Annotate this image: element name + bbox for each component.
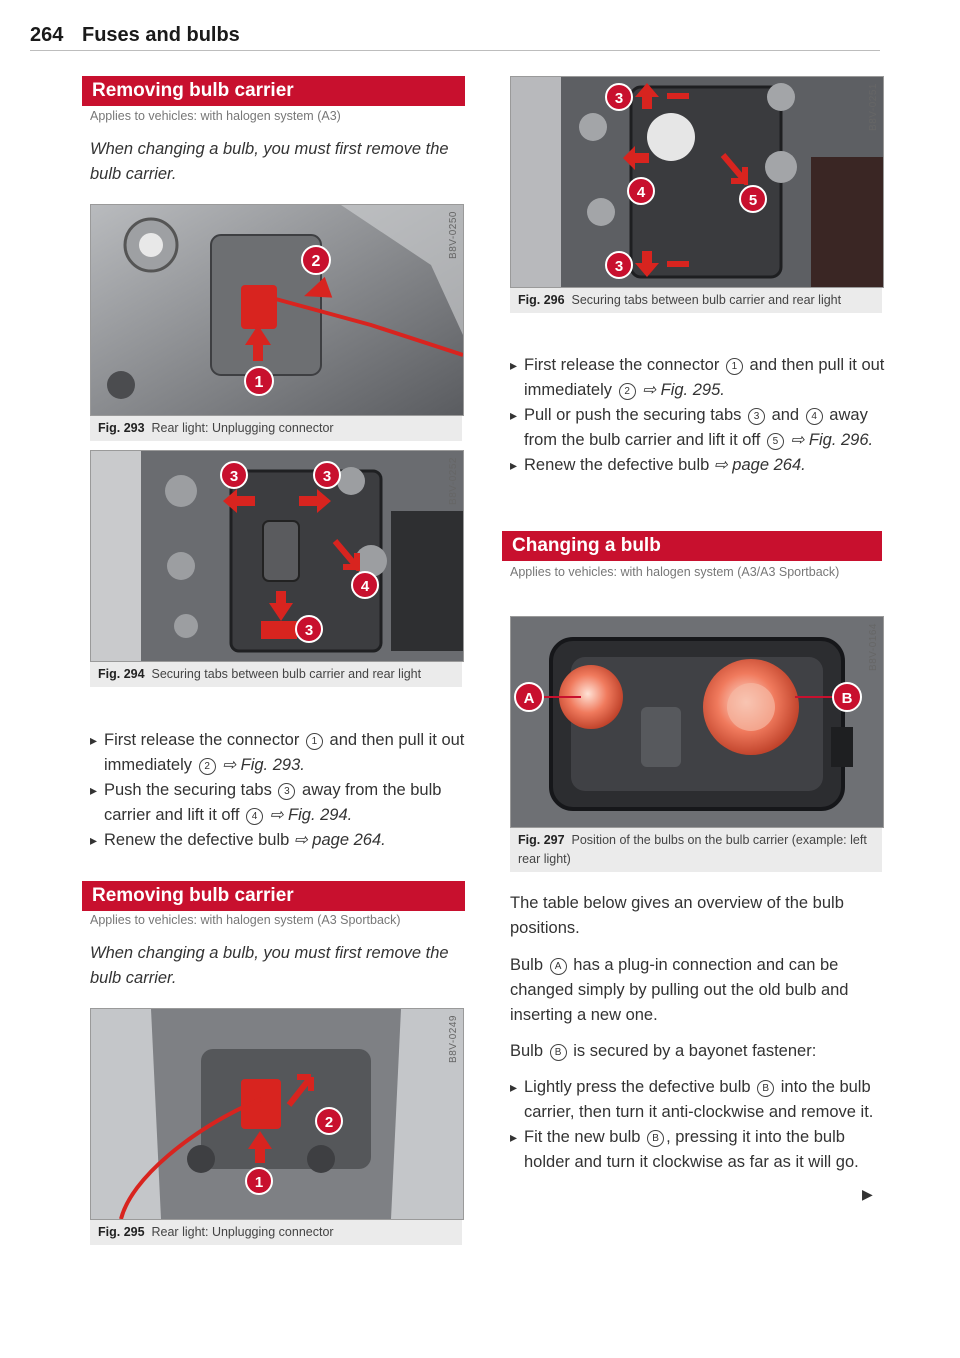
figure-294-caption bbox=[90, 662, 462, 687]
table-overview-paragraph: The table below gives an overview of the bulb positions. bbox=[510, 894, 844, 937]
figure-297-image bbox=[510, 616, 884, 828]
applies-to-note: Applies to vehicles: with halogen system (A3) bbox=[90, 109, 341, 123]
arrow-left-icon bbox=[221, 487, 257, 515]
figure-code: B8V-0164 bbox=[868, 623, 879, 671]
marker-3 bbox=[291, 611, 327, 647]
callout-number: 1 bbox=[306, 733, 323, 750]
intro-text: When changing a bulb, you must first remove the bulb carrier. bbox=[90, 944, 449, 987]
figure-label: Fig. 293 bbox=[98, 421, 145, 435]
svg-text:2: 2 bbox=[324, 1114, 334, 1131]
figure-label: Fig. 294 bbox=[98, 667, 145, 681]
figure-296-caption bbox=[510, 288, 882, 313]
figure-code: B8V-0252 bbox=[448, 457, 459, 505]
marker-b bbox=[795, 679, 865, 715]
bulb-carrier-tabs-illustration bbox=[91, 451, 463, 661]
figure-reference-link[interactable]: ⇨ Fig. 293. bbox=[222, 756, 305, 774]
instruction-step: ▸ First release the connector 1 and then pull it out immediately 2 ⇨ Fig. 293. bbox=[90, 728, 470, 778]
svg-text:1: 1 bbox=[254, 1174, 264, 1191]
figure-code: B8V-0250 bbox=[448, 211, 459, 259]
bulb-positions-illustration bbox=[511, 617, 883, 827]
arrow-left-icon bbox=[621, 143, 651, 173]
callout-number: 3 bbox=[278, 783, 295, 800]
figure-code: B8V-0251 bbox=[868, 83, 879, 131]
callout-number: 4 bbox=[246, 808, 263, 825]
arrow-down-right-icon bbox=[719, 151, 749, 185]
figure-reference-link[interactable]: ⇨ Fig. 296. bbox=[790, 431, 874, 449]
callout-number: 5 bbox=[767, 433, 784, 450]
bulb-a-paragraph: Bulb A has a plug-in connection and can be changed simply by pulling out the old bulb and inserting a new one. bbox=[510, 956, 849, 1024]
figure-label: Fig. 295 bbox=[98, 1225, 145, 1239]
section-heading-removing-bulb-carrier-sportback: Removing bulb carrier bbox=[82, 881, 465, 911]
caption-text: Rear light: Unplugging connector bbox=[151, 421, 334, 435]
header-divider bbox=[30, 50, 880, 51]
arrow-right-icon bbox=[297, 487, 333, 515]
marker-3 bbox=[601, 247, 637, 283]
intro-text: When changing a bulb, you must first remove the bulb carrier. bbox=[90, 140, 449, 183]
callout-letter: A bbox=[550, 958, 567, 975]
marker-a bbox=[511, 679, 581, 715]
figure-label: Fig. 297 bbox=[518, 833, 565, 847]
arrow-up-icon bbox=[243, 323, 273, 363]
svg-text:3: 3 bbox=[229, 468, 239, 485]
svg-text:3: 3 bbox=[614, 258, 624, 275]
bulb-b-paragraph: Bulb B is secured by a bayonet fastener: bbox=[510, 1042, 817, 1060]
caption-text: Securing tabs between bulb carrier and rear light bbox=[571, 293, 842, 307]
callout-number: 2 bbox=[619, 383, 636, 400]
marker-1 bbox=[241, 1163, 277, 1199]
marker-4 bbox=[623, 173, 659, 209]
instruction-list bbox=[90, 728, 470, 853]
instruction-list bbox=[510, 1075, 882, 1175]
svg-text:1: 1 bbox=[254, 374, 264, 391]
section-heading-removing-bulb-carrier-a3: Removing bulb carrier bbox=[82, 76, 465, 106]
callout-number: 2 bbox=[199, 758, 216, 775]
caption-text: Securing tabs between bulb carrier and rear light bbox=[151, 667, 422, 681]
callout-letter: B bbox=[550, 1044, 567, 1061]
page-reference-link[interactable]: ⇨ page 264. bbox=[293, 831, 386, 849]
svg-text:3: 3 bbox=[322, 468, 332, 485]
page-number: 264 bbox=[30, 24, 64, 46]
callout-letter: B bbox=[757, 1080, 774, 1097]
svg-text:2: 2 bbox=[311, 253, 321, 270]
figure-293-caption bbox=[90, 416, 462, 441]
svg-text:3: 3 bbox=[304, 622, 314, 639]
callout-number: 3 bbox=[748, 408, 765, 425]
svg-text:A: A bbox=[523, 690, 535, 707]
instruction-step: ▸ Renew the defective bulb ⇨ page 264. bbox=[90, 828, 470, 853]
arrow-up-icon bbox=[633, 81, 693, 111]
marker-1 bbox=[239, 361, 279, 401]
marker-5 bbox=[735, 181, 771, 217]
figure-295-caption bbox=[90, 1220, 462, 1245]
figure-reference-link[interactable]: ⇨ Fig. 295. bbox=[642, 381, 725, 399]
instruction-step: ▸ Push the securing tabs 3 away from the bulb carrier and lift it off 4 ⇨ Fig. 294. bbox=[90, 778, 470, 828]
bulb-carrier-tabs-illustration bbox=[511, 77, 883, 287]
instruction-list bbox=[510, 353, 890, 478]
figure-294-image bbox=[90, 450, 464, 662]
arrow-down-right-icon bbox=[331, 537, 361, 571]
svg-text:5: 5 bbox=[748, 192, 758, 209]
marker-3 bbox=[601, 79, 637, 115]
section-heading-changing-a-bulb: Changing a bulb bbox=[502, 531, 882, 561]
arrow-up-icon bbox=[246, 1129, 274, 1165]
figure-295-image bbox=[90, 1008, 464, 1220]
figure-label: Fig. 296 bbox=[518, 293, 565, 307]
caption-text: Position of the bulbs on the bulb carrier (example: left rear light) bbox=[518, 833, 867, 866]
marker-2 bbox=[311, 1103, 347, 1139]
instruction-step: ▸ Renew the defective bulb ⇨ page 264. bbox=[510, 453, 890, 478]
instruction-step: ▸ Pull or push the securing tabs 3 and 4 away from the bulb carrier and lift it off 5 ⇨ Fig. 296. bbox=[510, 403, 890, 453]
instruction-step: ▸ First release the connector 1 and then pull it out immediately 2 ⇨ Fig. 295. bbox=[510, 353, 890, 403]
callout-number: 4 bbox=[806, 408, 823, 425]
continued-arrow-icon: ▶ bbox=[862, 1186, 873, 1202]
figure-code: B8V-0249 bbox=[448, 1015, 459, 1063]
arrow-down-icon bbox=[633, 249, 693, 279]
figure-296-image bbox=[510, 76, 884, 288]
figure-reference-link[interactable]: ⇨ Fig. 294. bbox=[269, 806, 353, 824]
figure-293-image bbox=[90, 204, 464, 416]
instruction-step: ▸ Lightly press the defective bulb B into the bulb carrier, then turn it anti-clockwise and remove it. bbox=[510, 1075, 882, 1125]
marker-4 bbox=[347, 567, 383, 603]
callout-number: 1 bbox=[726, 358, 743, 375]
figure-297-caption bbox=[510, 828, 882, 872]
arrow-right-icon bbox=[301, 275, 341, 305]
marker-2 bbox=[296, 240, 336, 280]
svg-text:3: 3 bbox=[614, 90, 624, 107]
applies-to-note: Applies to vehicles: with halogen system (A3/A3 Sportback) bbox=[510, 565, 840, 579]
instruction-step: ▸ Fit the new bulb B , pressing it into the bulb holder and turn it clockwise as far as it will go. bbox=[510, 1125, 882, 1175]
svg-text:4: 4 bbox=[636, 184, 646, 201]
chapter-title: Fuses and bulbs bbox=[82, 24, 240, 46]
applies-to-note: Applies to vehicles: with halogen system (A3 Sportback) bbox=[90, 913, 401, 927]
callout-letter: B bbox=[647, 1130, 664, 1147]
caption-text: Rear light: Unplugging connector bbox=[151, 1225, 334, 1239]
svg-text:4: 4 bbox=[360, 578, 370, 595]
page-reference-link[interactable]: ⇨ page 264. bbox=[713, 456, 806, 474]
svg-text:B: B bbox=[841, 690, 853, 707]
rear-light-connector-illustration bbox=[91, 1009, 463, 1219]
